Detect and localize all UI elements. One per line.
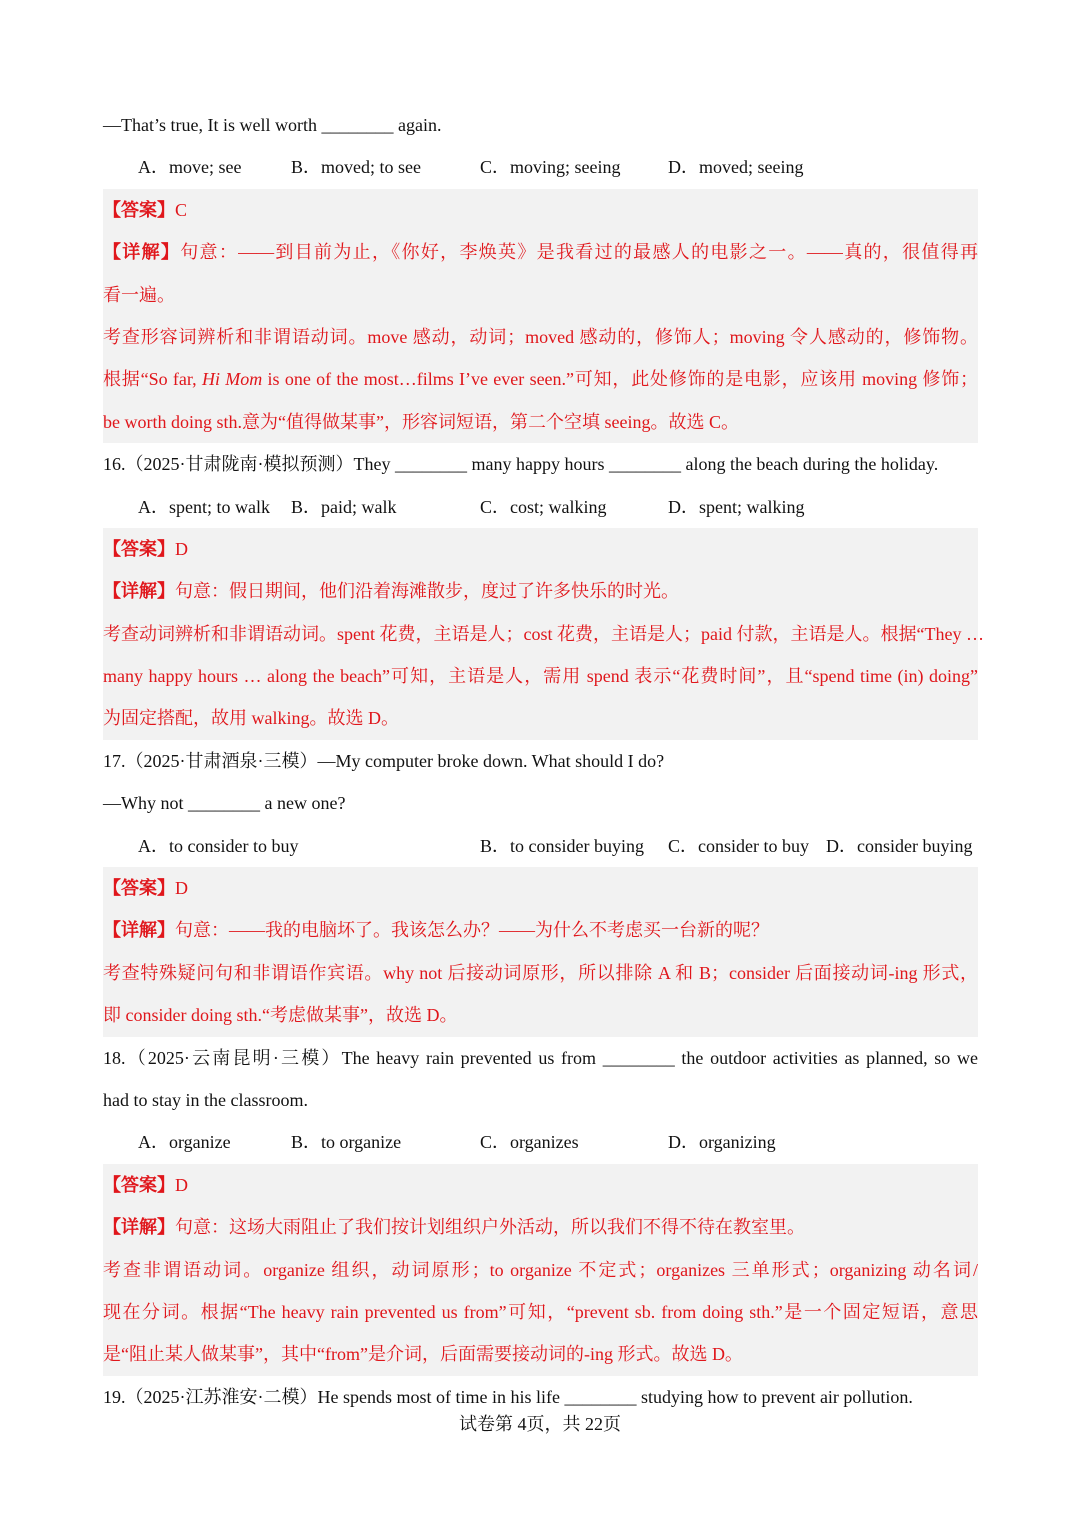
q15-answer: 【答案】C bbox=[103, 199, 188, 220]
q16-option-d: D．spent; walking bbox=[668, 496, 805, 517]
q15-analysis-1: 考查形容词辨析和非谓语动词。move 感动，动词；moved 感动的，修饰人；moving 令人感动的，修饰物。 bbox=[103, 326, 978, 347]
q16-analysis-1: 考查动词辨析和非谓语动词。spent 花费，主语是人；cost 花费，主语是人；paid 付款，主语是人。根据“They … bbox=[103, 623, 984, 644]
q17-option-d: D．consider buying bbox=[826, 835, 973, 856]
q18-detail: 【详解】句意：这场大雨阻止了我们按计划组织户外活动，所以我们不得不待在教室里。 bbox=[103, 1217, 805, 1238]
q17-answer: 【答案】D bbox=[103, 878, 188, 899]
answer-marker: 【详解】 bbox=[103, 242, 181, 263]
q17-analysis-1: 考查特殊疑问句和非谓语作宾语。why not 后接动词原形，所以排除 A 和 B；consider 后面接动词-ing 形式， bbox=[103, 962, 978, 983]
q18-option-d: D．organizing bbox=[668, 1132, 776, 1153]
answer-marker: 【详解】 bbox=[103, 1217, 175, 1238]
q16-option-a: A．spent; to walk bbox=[138, 496, 270, 517]
q15-analysis-post: is one of the most…films I’ve ever seen.”可知，此处修饰的是电影，应该用 moving 修饰； bbox=[262, 369, 978, 390]
q16-detail: 【详解】句意：假日期间，他们沿着海滩散步，度过了许多快乐的时光。 bbox=[103, 581, 679, 602]
q18-options bbox=[103, 1121, 978, 1163]
answer-marker: 【答案】 bbox=[103, 199, 175, 220]
q18-stem: 18.（2025·云南昆明·三模）The heavy rain prevented us from ________ the outdoor activities as planned, so we bbox=[103, 1047, 978, 1068]
q16-option-b: B．paid; walk bbox=[291, 496, 397, 517]
answer-marker: 【详解】 bbox=[103, 920, 175, 941]
q15-dialog-line: —That’s true, It is well worth ________ again. bbox=[103, 115, 442, 135]
q15-option-b: B．moved; to see bbox=[291, 157, 421, 178]
page-footer: 试卷第 4页，共 22页 bbox=[459, 1414, 621, 1434]
q18-analysis-1: 考查非谓语动词。organize 组织，动词原形；to organize 不定式；organizes 三单形式；organizing 动名词/ bbox=[103, 1259, 978, 1280]
q15-analysis-3: be worth doing sth.意为“值得做某事”，形容词短语，第二个空填 seeing。故选 C。 bbox=[103, 411, 739, 432]
q15-detail-2: 看一遍。 bbox=[103, 284, 175, 305]
q17-options bbox=[103, 825, 978, 867]
q15-detail-1: 【详解】句意：——到目前为止，《你好，李焕英》是我看过的最感人的电影之一。——真的，很值得再 bbox=[103, 242, 979, 263]
q15-option-c: C．moving; seeing bbox=[480, 157, 621, 178]
q17-analysis-2: 即 consider doing sth.“考虑做某事”，故选 D。 bbox=[103, 1005, 458, 1026]
q15-option-d: D．moved; seeing bbox=[668, 157, 804, 178]
q17-option-a: A．to consider to buy bbox=[138, 835, 299, 856]
q17-dialog-line: —Why not ________ a new one? bbox=[103, 793, 346, 814]
answer-marker: 【答案】 bbox=[103, 538, 175, 559]
q18-answer-block bbox=[103, 1164, 978, 1376]
q18-option-b: B．to organize bbox=[291, 1132, 402, 1153]
q15-option-a: A．move; see bbox=[138, 157, 242, 178]
q17-option-c: C．consider to buy bbox=[668, 835, 809, 856]
q16-answer: 【答案】D bbox=[103, 538, 188, 559]
q16-stem: 16.（2025·甘肃陇南·模拟预测）They ________ many happy hours ________ along the beach during the holiday. bbox=[103, 454, 939, 475]
q17-option-b: B．to consider buying bbox=[480, 835, 644, 856]
q15-options bbox=[103, 146, 978, 188]
q18-option-a: A．organize bbox=[138, 1132, 231, 1153]
q16-answer-block bbox=[103, 528, 984, 740]
q18-answer: 【答案】D bbox=[103, 1174, 188, 1195]
q18-analysis-3: 是“阻止某人做某事”，其中“from”是介词，后面需要接动词的-ing 形式。故选 D。 bbox=[103, 1344, 743, 1365]
exam-page bbox=[103, 104, 984, 1418]
answer-marker: 【答案】 bbox=[103, 878, 175, 899]
q16-option-c: C．cost; walking bbox=[480, 496, 607, 517]
q18-stem-cont: had to stay in the classroom. bbox=[103, 1089, 308, 1110]
answer-marker: 【详解】 bbox=[103, 581, 175, 602]
q18-option-c: C．organizes bbox=[480, 1132, 579, 1153]
q19-stem: 19.（2025·江苏淮安·二模）He spends most of time in his life ________ studying how to prevent air pollution. bbox=[103, 1386, 913, 1407]
q17-stem: 17.（2025·甘肃酒泉·三模）—My computer broke down. What should I do? bbox=[103, 750, 665, 771]
q17-answer-block bbox=[103, 867, 978, 1037]
q18-analysis-2: 现在分词。根据“The heavy rain prevented us from”可知，“prevent sb. from doing sth.”是一个固定短语，意思 bbox=[103, 1301, 978, 1322]
answer-marker: 【答案】 bbox=[103, 1174, 175, 1195]
q15-analysis-pre: 根据“So far, bbox=[103, 369, 202, 390]
q15-answer-block bbox=[103, 189, 978, 443]
q17-detail: 【详解】句意：——我的电脑坏了。我该怎么办？——为什么不考虑买一台新的呢？ bbox=[103, 920, 769, 941]
q15-analysis-2 bbox=[103, 358, 978, 400]
q15-film-title: Hi Mom bbox=[201, 369, 263, 390]
q16-analysis-3: 为固定搭配，故用 walking。故选 D。 bbox=[103, 708, 399, 729]
q16-options bbox=[103, 486, 978, 528]
q16-analysis-2: many happy hours … along the beach”可知，主语是人，需用 spend 表示“花费时间”，且“spend time (in) doing” bbox=[103, 666, 978, 687]
